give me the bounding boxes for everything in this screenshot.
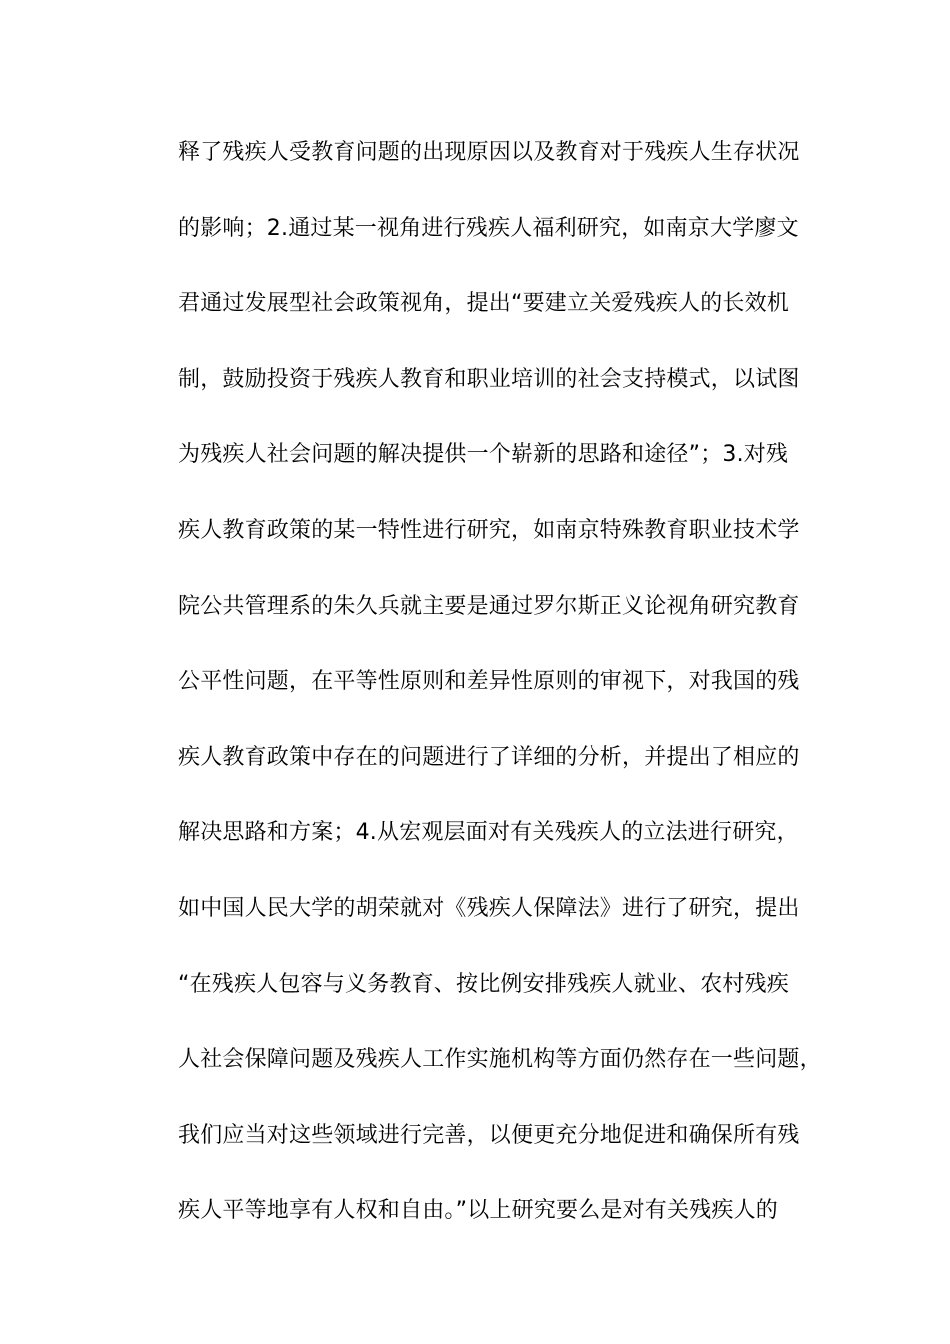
text-line: 我们应当对这些领域进行完善，以便更充分地促进和确保所有残 <box>178 1122 800 1148</box>
text-line: 疾人教育政策的某一特性进行研究，如南京特殊教育职业技术学 <box>178 517 800 543</box>
text-line: 如中国人民大学的胡荣就对《残疾人保障法》进行了研究，提出 <box>178 895 800 921</box>
text-line: 的影响；2.通过某一视角进行残疾人福利研究，如南京大学廖文 <box>178 215 799 241</box>
text-line: 为残疾人社会问题的解决提供一个崭新的思路和途径”；3.对残 <box>178 442 789 468</box>
text-line: 人社会保障问题及残疾人工作实施机构等方面仍然存在一些问题， <box>178 1047 822 1073</box>
text-line: 疾人教育政策中存在的问题进行了详细的分析，并提出了相应的 <box>178 744 800 770</box>
text-line: 院公共管理系的朱久兵就主要是通过罗尔斯正义论视角研究教育 <box>178 593 800 619</box>
text-line: 释了残疾人受教育问题的出现原因以及教育对于残疾人生存状况 <box>178 140 800 165</box>
text-line: “在残疾人包容与义务教育、按比例安排残疾人就业、农村残疾 <box>178 971 789 997</box>
text-line: 公平性问题，在平等性原则和差异性原则的审视下，对我国的残 <box>178 669 800 695</box>
text-line: 制，鼓励投资于残疾人教育和职业培训的社会支持模式，以试图 <box>178 366 800 392</box>
body-paragraph <box>178 128 822 1262</box>
text-line: 疾人平等地享有人权和自由。”以上研究要么是对有关残疾人的 <box>178 1198 778 1224</box>
text-line: 解决思路和方案；4.从宏观层面对有关残疾人的立法进行研究， <box>178 820 799 846</box>
text-line: 君通过发展型社会政策视角，提出“要建立关爱残疾人的长效机 <box>178 291 789 317</box>
